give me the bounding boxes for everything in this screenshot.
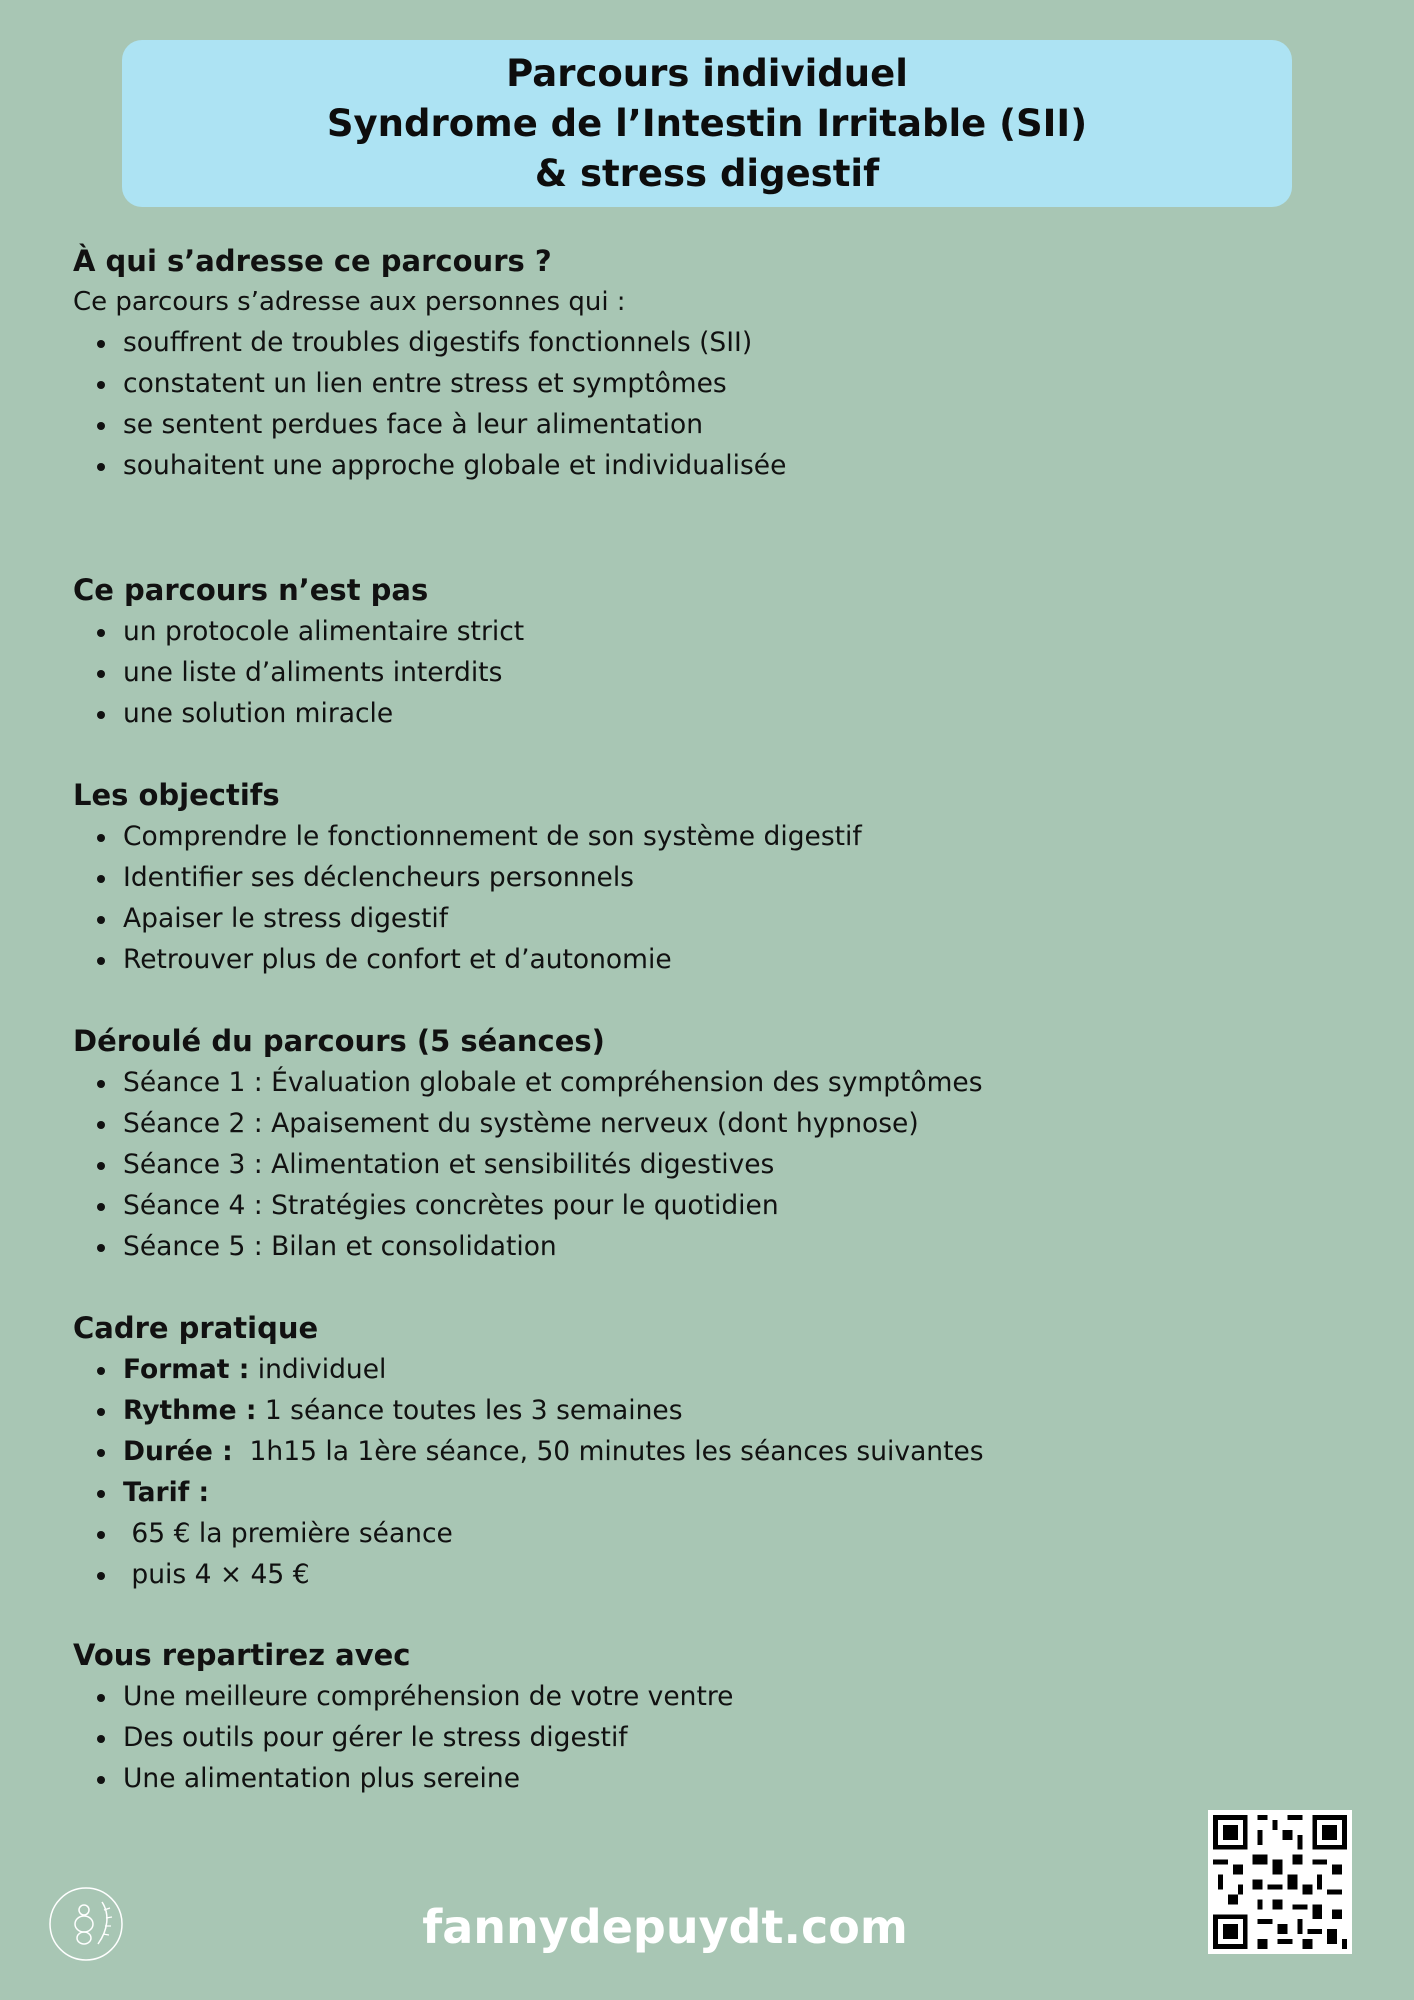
list-item: se sentent perdues face à leur alimentation — [123, 404, 786, 445]
practical-rythme — [123, 1390, 984, 1431]
section-goals — [73, 774, 862, 980]
rythme-label: Rythme : — [123, 1395, 257, 1426]
goals-list — [73, 816, 862, 980]
list-item: Séance 3 : Alimentation et sensibilités digestives — [123, 1144, 983, 1185]
title-banner — [122, 40, 1292, 207]
takeaways-list — [73, 1676, 733, 1799]
list-item: Séance 4 : Stratégies concrètes pour le quotidien — [123, 1185, 983, 1226]
section-heading-audience: À qui s’adresse ce parcours ? — [73, 244, 552, 278]
title-line-1: Parcours individuel — [506, 51, 908, 95]
title-line-3: & stress digestif — [534, 151, 880, 195]
list-item: Des outils pour gérer le stress digestif — [123, 1717, 733, 1758]
price-first: 65 € la première séance — [123, 1513, 984, 1554]
section-heading-takeaways: Vous repartirez avec — [73, 1638, 411, 1672]
price-rest: puis 4 × 45 € — [123, 1554, 984, 1595]
list-item: Une meilleure compréhension de votre ventre — [123, 1676, 733, 1717]
practical-duree — [123, 1431, 984, 1472]
list-item: Séance 1 : Évaluation globale et compréhension des symptômes — [123, 1062, 983, 1103]
list-item: une liste d’aliments interdits — [123, 652, 524, 693]
section-heading-not-this: Ce parcours n’est pas — [73, 573, 429, 607]
sessions-list — [73, 1062, 983, 1267]
section-practical — [73, 1307, 984, 1595]
list-item: Séance 5 : Bilan et consolidation — [123, 1226, 983, 1267]
not-this-list — [73, 611, 524, 734]
practical-format — [123, 1349, 984, 1390]
section-audience — [73, 240, 786, 486]
website-url[interactable]: fannydepuydt.com — [422, 1900, 908, 1954]
section-heading-practical: Cadre pratique — [73, 1311, 319, 1345]
list-item: Séance 2 : Apaisement du système nerveux (dont hypnose) — [123, 1103, 983, 1144]
audience-intro: Ce parcours s’adresse aux personnes qui : — [73, 287, 626, 317]
list-item: Comprendre le fonctionnement de son système digestif — [123, 816, 862, 857]
format-value: individuel — [249, 1354, 387, 1385]
list-item: souhaitent une approche globale et individualisée — [123, 445, 786, 486]
section-not-this — [73, 569, 524, 734]
section-takeaways — [73, 1634, 733, 1799]
list-item: Une alimentation plus sereine — [123, 1758, 733, 1799]
audience-list — [73, 322, 786, 486]
title-line-2: Syndrome de l’Intestin Irritable (SII) — [326, 101, 1088, 145]
qr-code-icon[interactable] — [1208, 1810, 1352, 1954]
duree-value: 1h15 la 1ère séance, 50 minutes les séances suivantes — [232, 1436, 984, 1467]
list-item: Apaiser le stress digestif — [123, 898, 862, 939]
section-sessions — [73, 1020, 983, 1267]
list-item: constatent un lien entre stress et symptômes — [123, 363, 786, 404]
section-heading-goals: Les objectifs — [73, 778, 280, 812]
list-item: souffrent de troubles digestifs fonctionnels (SII) — [123, 322, 786, 363]
section-heading-sessions: Déroulé du parcours (5 séances) — [73, 1024, 605, 1058]
tarif-label: Tarif : — [123, 1477, 210, 1508]
format-label: Format : — [123, 1354, 250, 1385]
duree-label: Durée : — [123, 1436, 233, 1467]
practical-tarif — [123, 1472, 984, 1513]
list-item: une solution miracle — [123, 693, 524, 734]
practical-list — [73, 1349, 984, 1595]
list-item: un protocole alimentaire strict — [123, 611, 524, 652]
rythme-value: 1 séance toutes les 3 semaines — [256, 1395, 683, 1426]
list-item: Retrouver plus de confort et d’autonomie — [123, 939, 862, 980]
list-item: Identifier ses déclencheurs personnels — [123, 857, 862, 898]
